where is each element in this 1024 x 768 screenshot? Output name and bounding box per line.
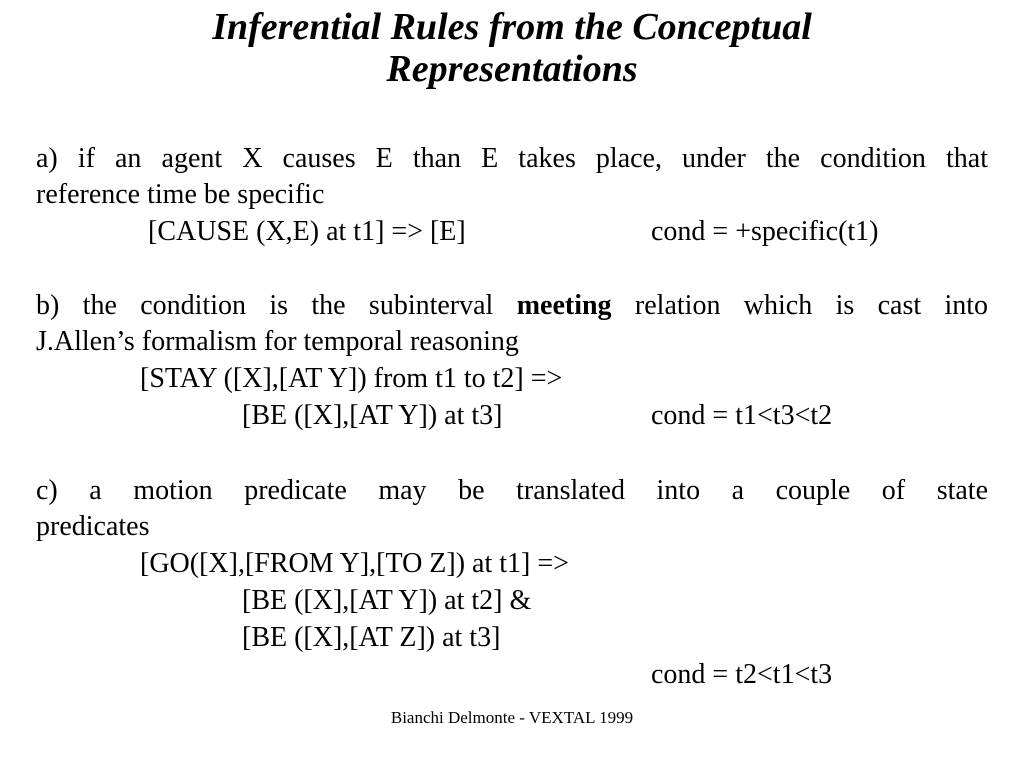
- rule-b-text-before: b) the condition is the subinterval: [36, 290, 494, 321]
- rule-b-bold-term: meeting: [516, 290, 612, 321]
- rule-b-text-after: relation which is cast into: [634, 290, 989, 321]
- slide-title-line-2: Representations: [386, 48, 638, 90]
- rule-b-condition: cond = t1<t3<t2: [651, 400, 833, 431]
- slide-footer: Bianchi Delmonte - VEXTAL 1999: [390, 708, 634, 727]
- rule-c-formula-line-2: [BE ([X],[AT Y]) at t2] &: [242, 585, 532, 616]
- slide-title-line-1: Inferential Rules from the Conceptual: [212, 6, 812, 48]
- rule-b-formula-line-1: [STAY ([X],[AT Y]) from t1 to t2] =>: [140, 363, 563, 394]
- rule-b-formula-line-2: [BE ([X],[AT Y]) at t3]: [242, 400, 503, 431]
- rule-c-formula-line-3: [BE ([X],[AT Z]) at t3]: [242, 622, 501, 653]
- rule-c-formula-line-1: [GO([X],[FROM Y],[TO Z]) at t1] =>: [140, 548, 569, 579]
- slide-title: [112, 6, 912, 90]
- rule-a-text-line-1: a) if an agent X causes E than E takes place, under the condition that: [36, 143, 988, 174]
- rule-c-text-line-1: c) a motion predicate may be translated into a couple of state: [36, 475, 988, 506]
- rule-b-text-line-1: [36, 288, 988, 324]
- rule-a-condition: cond = +specific(t1): [651, 216, 879, 247]
- rule-b-text-line-2: J.Allen’s formalism for temporal reasoning: [36, 326, 519, 357]
- rule-a-text-line-2: reference time be specific: [36, 179, 325, 210]
- rule-c-text-line-2: predicates: [36, 511, 150, 542]
- rule-a-formula: [CAUSE (X,E) at t1] => [E]: [148, 216, 466, 247]
- rule-c-condition: cond = t2<t1<t3: [651, 659, 833, 690]
